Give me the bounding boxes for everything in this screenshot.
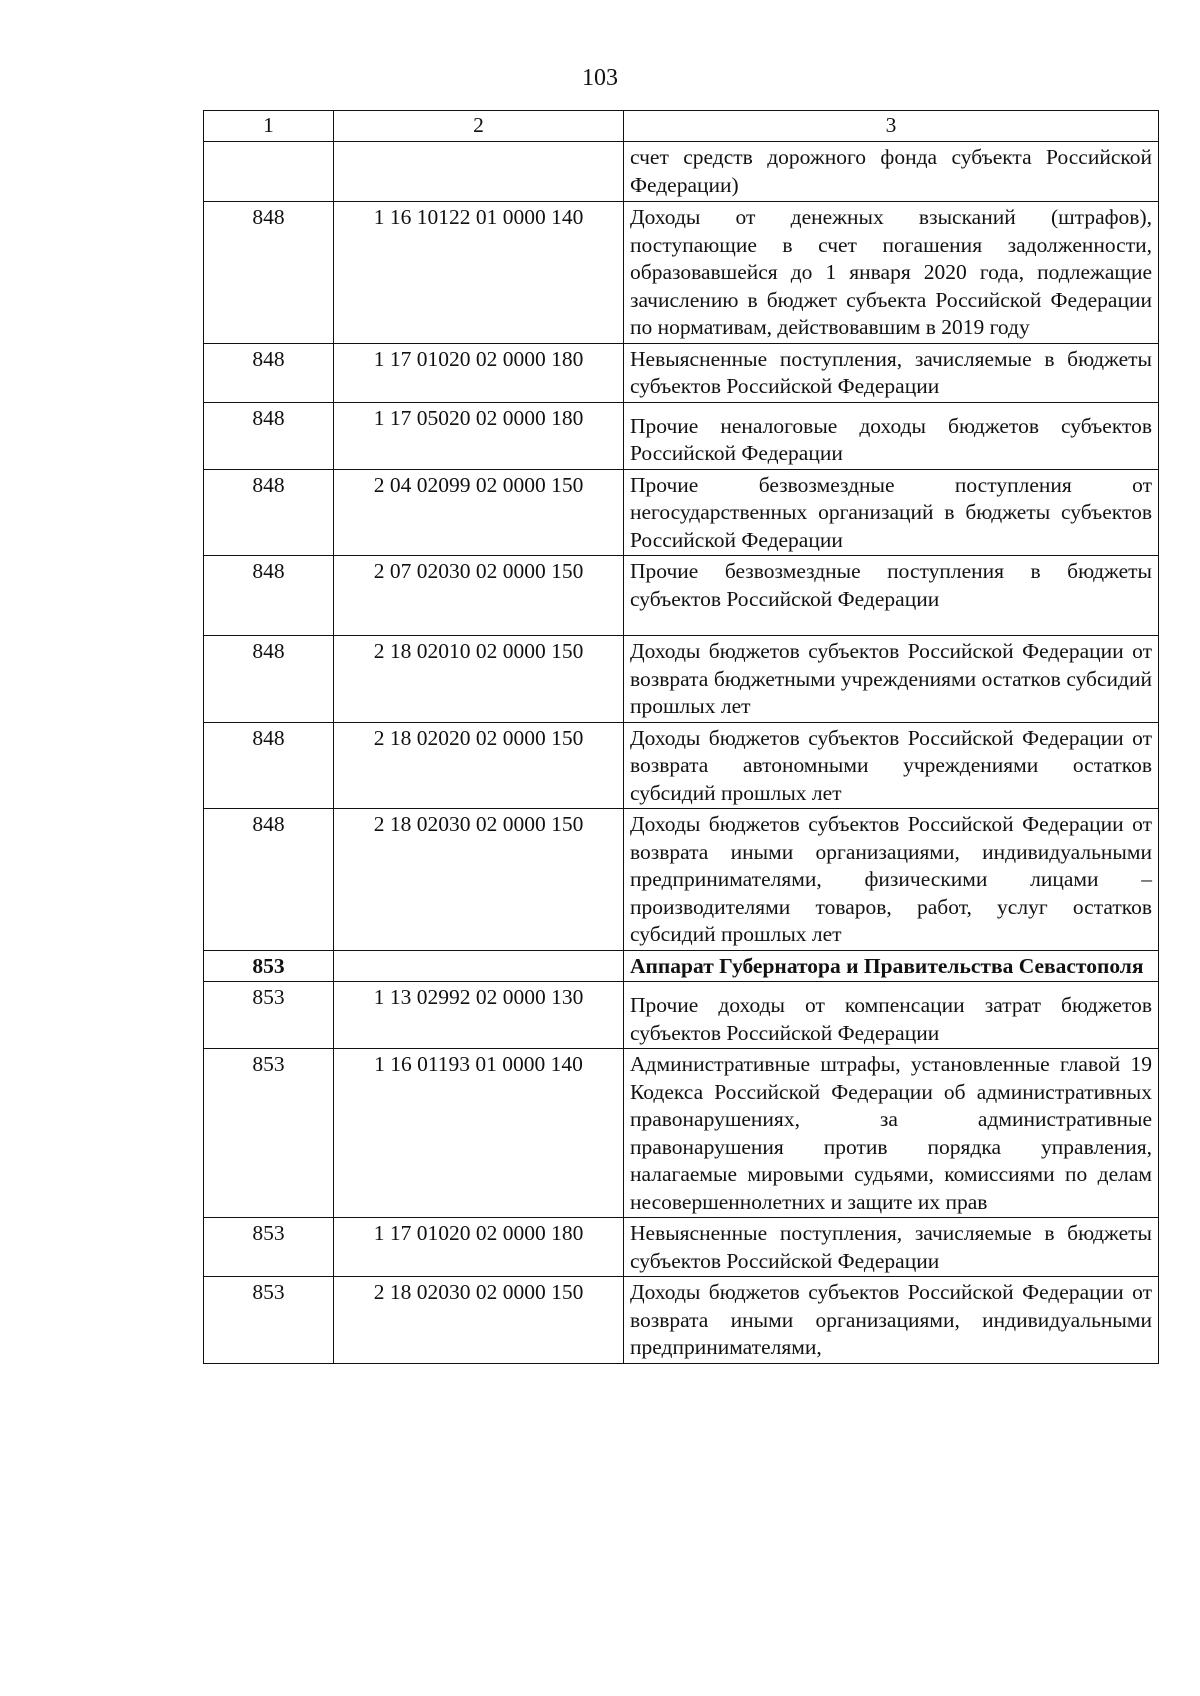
revenue-code-cell: 1 17 05020 02 0000 180 — [334, 402, 624, 469]
revenue-code-cell: 1 13 02992 02 0000 130 — [334, 982, 624, 1049]
revenue-code-cell: 2 07 02030 02 0000 150 — [334, 556, 624, 636]
admin-code-cell — [204, 142, 334, 202]
table-row — [204, 1277, 1159, 1364]
table-row — [204, 722, 1159, 809]
table-row — [204, 556, 1159, 636]
admin-code-cell: 848 — [204, 809, 334, 951]
admin-code-cell: 853 — [204, 982, 334, 1049]
description-cell: Невыясненные поступления, зачисляемые в бюджеты субъектов Российской Федерации — [624, 1218, 1159, 1277]
section-title-cell: Аппарат Губернатора и Правительства Севастополя — [624, 950, 1159, 982]
admin-code-cell: 848 — [204, 556, 334, 636]
description-cell: Доходы бюджетов субъектов Российской Федерации от возврата автономными учреждениями остатков субсидий прошлых лет — [624, 722, 1159, 809]
table-row — [204, 402, 1159, 469]
table-header-row — [204, 111, 1159, 142]
admin-code-cell: 848 — [204, 636, 334, 723]
description-cell: счет средств дорожного фонда субъекта Российской Федерации) — [624, 142, 1159, 202]
description-cell: Невыясненные поступления, зачисляемые в бюджеты субъектов Российской Федерации — [624, 343, 1159, 402]
table-row — [204, 142, 1159, 202]
admin-code-cell: 848 — [204, 343, 334, 402]
revenue-codes-table — [203, 110, 1159, 1364]
admin-code-cell: 848 — [204, 469, 334, 556]
revenue-code-cell: 1 16 10122 01 0000 140 — [334, 202, 624, 344]
table-row-section-heading — [204, 950, 1159, 982]
admin-code-cell: 848 — [204, 722, 334, 809]
table-row — [204, 982, 1159, 1049]
table-row — [204, 1049, 1159, 1218]
admin-code-cell: 853 — [204, 1277, 334, 1364]
table-row — [204, 202, 1159, 344]
revenue-code-cell: 2 18 02030 02 0000 150 — [334, 1277, 624, 1364]
column-header-1: 1 — [204, 111, 334, 142]
table-row — [204, 1218, 1159, 1277]
admin-code-cell: 848 — [204, 202, 334, 344]
revenue-code-cell: 2 18 02020 02 0000 150 — [334, 722, 624, 809]
description-cell: Доходы от денежных взысканий (штрафов), поступающие в счет погашения задолженности, образовавшейся до 1 января 2020 года, подлежащие зачислению в бюджет субъекта Российской Федерации по нормативам, действовавшим в 2019 году — [624, 202, 1159, 344]
revenue-code-cell — [334, 950, 624, 982]
admin-code-cell: 853 — [204, 950, 334, 982]
description-cell: Прочие безвозмездные поступления от негосударственных организаций в бюджеты субъектов Российской Федерации — [624, 469, 1159, 556]
revenue-code-cell: 1 17 01020 02 0000 180 — [334, 1218, 624, 1277]
revenue-code-cell: 1 17 01020 02 0000 180 — [334, 343, 624, 402]
revenue-code-cell: 2 18 02030 02 0000 150 — [334, 809, 624, 951]
admin-code-cell: 848 — [204, 402, 334, 469]
page-number: 103 — [582, 65, 618, 91]
revenue-code-cell: 2 18 02010 02 0000 150 — [334, 636, 624, 723]
table-row — [204, 469, 1159, 556]
table-row — [204, 809, 1159, 951]
description-cell: Доходы бюджетов субъектов Российской Федерации от возврата иными организациями, индивидуальными предпринимателями, — [624, 1277, 1159, 1364]
description-cell: Административные штрафы, установленные главой 19 Кодекса Российской Федерации об административных правонарушениях, за административные правонарушения против порядка управления, налагаемые мировыми судьями, комиссиями по делам несовершеннолетних и защите их прав — [624, 1049, 1159, 1218]
revenue-code-cell — [334, 142, 624, 202]
description-cell: Доходы бюджетов субъектов Российской Федерации от возврата бюджетными учреждениями остатков субсидий прошлых лет — [624, 636, 1159, 723]
admin-code-cell: 853 — [204, 1049, 334, 1218]
column-header-3: 3 — [624, 111, 1159, 142]
description-cell: Прочие доходы от компенсации затрат бюджетов субъектов Российской Федерации — [624, 982, 1159, 1049]
description-cell: Прочие неналоговые доходы бюджетов субъектов Российской Федерации — [624, 402, 1159, 469]
description-cell: Доходы бюджетов субъектов Российской Федерации от возврата иными организациями, индивидуальными предпринимателями, физическими лицами – производителями товаров, работ, услуг остатков субсидий прошлых лет — [624, 809, 1159, 951]
description-cell: Прочие безвозмездные поступления в бюджеты субъектов Российской Федерации — [624, 556, 1159, 636]
table-row — [204, 343, 1159, 402]
admin-code-cell: 853 — [204, 1218, 334, 1277]
revenue-code-cell: 1 16 01193 01 0000 140 — [334, 1049, 624, 1218]
column-header-2: 2 — [334, 111, 624, 142]
revenue-code-cell: 2 04 02099 02 0000 150 — [334, 469, 624, 556]
table-row — [204, 636, 1159, 723]
